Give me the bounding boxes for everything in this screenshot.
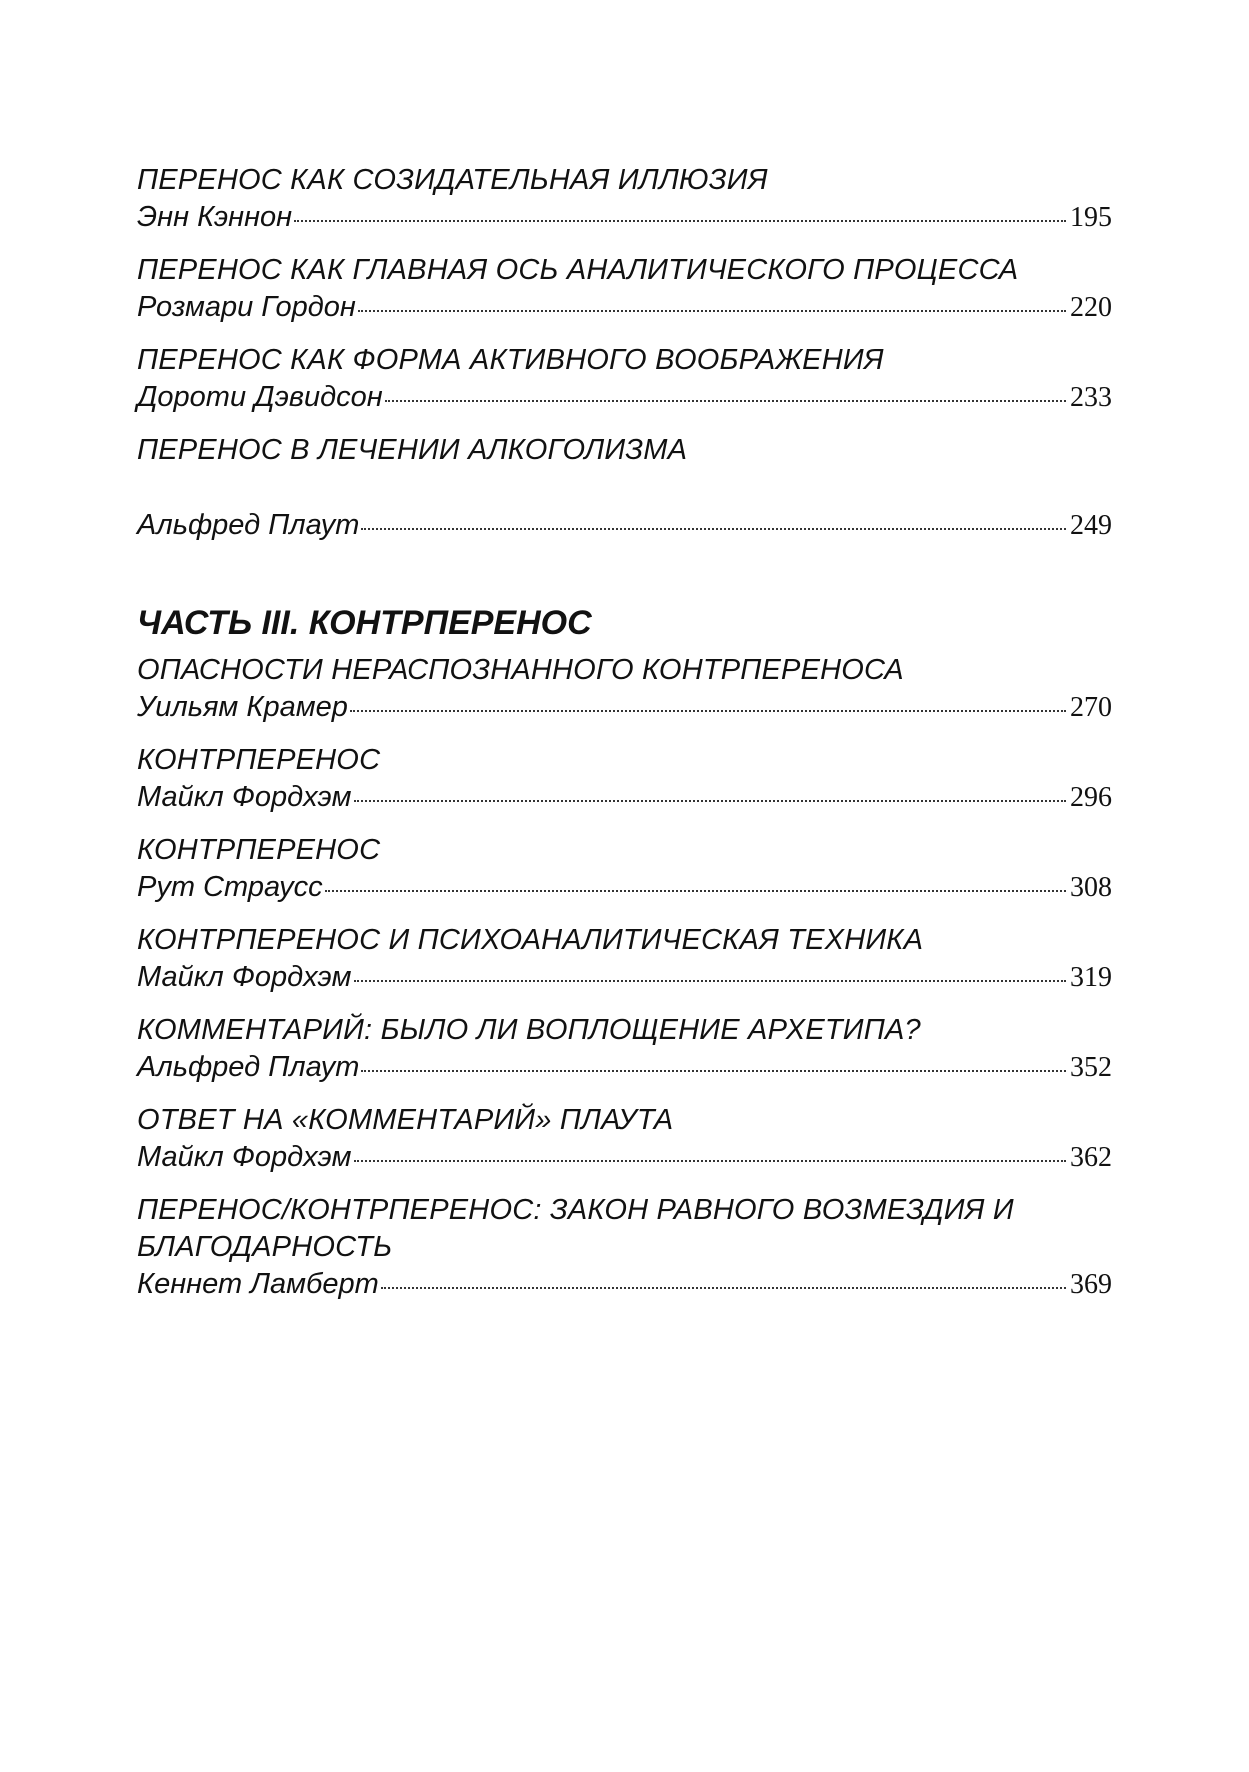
toc-entry — [137, 1012, 1112, 1086]
toc-entry — [137, 1102, 1112, 1176]
toc-entry-title: ПЕРЕНОС КАК ФОРМА АКТИВНОГО ВООБРАЖЕНИЯ — [137, 344, 884, 376]
toc-entry-author: Майкл Фордхэм — [137, 1141, 352, 1173]
toc-entry — [137, 162, 1112, 236]
toc-entry-author-line — [137, 869, 1112, 906]
toc-entry-title: КОНТРПЕРЕНОС — [137, 834, 381, 866]
toc-list — [137, 162, 1112, 1319]
toc-entry-author: Альфред Плаут — [137, 1051, 360, 1083]
toc-entry-title: ОПАСНОСТИ НЕРАСПОЗНАННОГО КОНТРПЕРЕНОСА — [137, 654, 904, 686]
toc-entry-author: Кеннет Ламберт — [137, 1268, 379, 1300]
toc-entry — [137, 432, 1112, 544]
toc-entry-page-number: 296 — [1070, 782, 1112, 813]
toc-entry-page-number: 352 — [1070, 1052, 1112, 1083]
toc-entry-author-line — [137, 1266, 1112, 1303]
toc-entry — [137, 832, 1112, 906]
toc-entry-author-line — [137, 1049, 1112, 1086]
dot-leader — [358, 310, 1066, 312]
dot-leader — [354, 980, 1067, 982]
toc-entry-title: ПЕРЕНОС КАК ГЛАВНАЯ ОСЬ АНАЛИТИЧЕСКОГО ПРОЦЕССА — [137, 254, 1019, 286]
toc-entry-title: ПЕРЕНОС КАК СОЗИДАТЕЛЬНАЯ ИЛЛЮЗИЯ — [137, 164, 768, 196]
toc-entry-title: ПЕРЕНОС В ЛЕЧЕНИИ АЛКОГОЛИЗМА — [137, 434, 688, 466]
toc-entry-author: Альфред Плаут — [137, 509, 360, 541]
toc-entry-page-number: 220 — [1070, 292, 1112, 323]
dot-leader — [325, 890, 1066, 892]
toc-entry-title: КОНТРПЕРЕНОС — [137, 744, 381, 776]
dot-leader — [381, 1287, 1066, 1289]
toc-entry-page-number: 369 — [1070, 1269, 1112, 1300]
dot-leader — [294, 220, 1066, 222]
toc-entry-author: Рут Страусс — [137, 871, 323, 903]
toc-entry-page-number: 233 — [1070, 382, 1112, 413]
toc-entry-page-number: 270 — [1070, 692, 1112, 723]
toc-entry-author: Дороти Дэвидсон — [137, 381, 383, 413]
toc-entry-author: Уильям Крамер — [137, 691, 348, 723]
toc-entry-author-line — [137, 289, 1112, 326]
toc-entry — [137, 342, 1112, 416]
toc-entry-author-line — [137, 959, 1112, 996]
toc-entry-title: КОНТРПЕРЕНОС И ПСИХОАНАЛИТИЧЕСКАЯ ТЕХНИКА — [137, 924, 924, 956]
dot-leader — [350, 710, 1066, 712]
toc-entry — [137, 252, 1112, 326]
toc-entry-title: ПЕРЕНОС/КОНТРПЕРЕНОС: ЗАКОН РАВНОГО ВОЗМЕЗДИЯ И БЛАГОДАРНОСТЬ — [137, 1194, 1014, 1263]
toc-entry-author-line — [137, 199, 1112, 236]
dot-leader — [354, 1160, 1067, 1162]
toc-entry-author: Майкл Фордхэм — [137, 781, 352, 813]
dot-leader — [361, 528, 1066, 530]
toc-entry — [137, 922, 1112, 996]
toc-entry — [137, 742, 1112, 816]
toc-entry-page-number: 249 — [1070, 510, 1112, 541]
toc-entry-author: Розмари Гордон — [137, 291, 356, 323]
toc-entry — [137, 652, 1112, 726]
toc-entry — [137, 1192, 1112, 1303]
toc-entry-author-line — [137, 507, 1112, 544]
toc-entry-page-number: 308 — [1070, 872, 1112, 903]
toc-entry-author-line — [137, 689, 1112, 726]
toc-entry-title: ОТВЕТ НА «КОММЕНТАРИЙ» ПЛАУТА — [137, 1104, 674, 1136]
toc-entry-author: Энн Кэннон — [137, 201, 293, 233]
toc-entry-author: Майкл Фордхэм — [137, 961, 352, 993]
toc-entry-title: КОММЕНТАРИЙ: БЫЛО ЛИ ВОПЛОЩЕНИЕ АРХЕТИПА? — [137, 1014, 921, 1046]
dot-leader — [354, 800, 1067, 802]
toc-entry-author-line — [137, 779, 1112, 816]
toc-entry-page-number: 319 — [1070, 962, 1112, 993]
toc-entry-page-number: 362 — [1070, 1142, 1112, 1173]
toc-entry-page-number: 195 — [1070, 202, 1112, 233]
part-heading: ЧАСТЬ III. КОНТРПЕРЕНОС — [137, 604, 592, 642]
toc-entry-author-line — [137, 379, 1112, 416]
dot-leader — [361, 1070, 1066, 1072]
dot-leader — [385, 400, 1066, 402]
toc-entry-author-line — [137, 1139, 1112, 1176]
